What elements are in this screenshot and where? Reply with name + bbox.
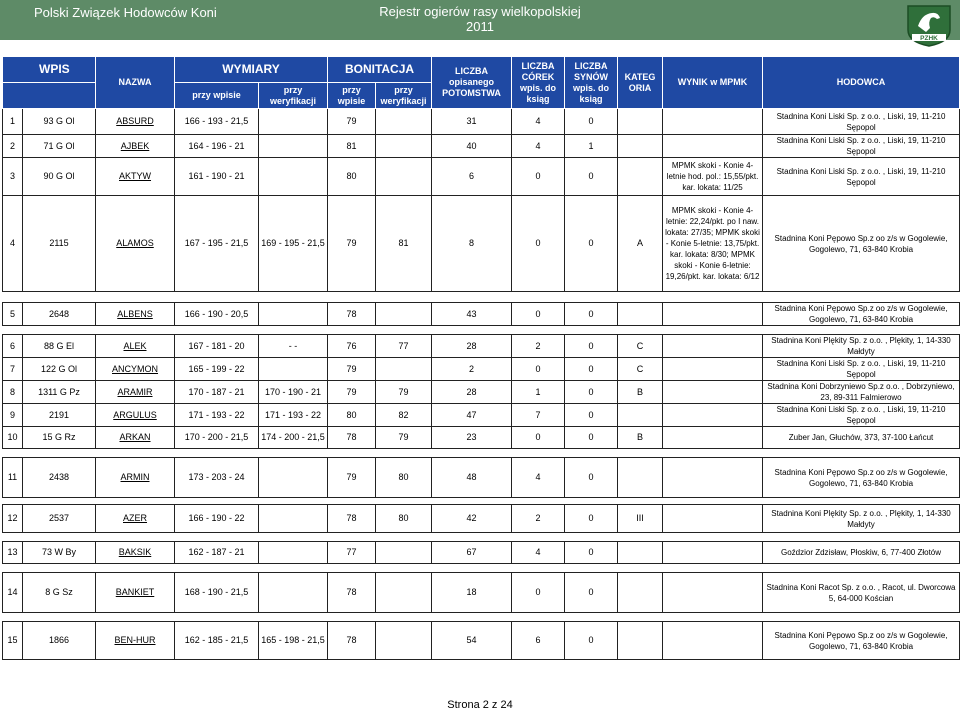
row-bon-wpis: 78 xyxy=(328,303,376,326)
row-spacer-cell xyxy=(3,449,960,458)
row-name: BANKIET xyxy=(96,573,175,613)
row-kategoria xyxy=(618,542,663,564)
row-number: 10 xyxy=(3,427,23,449)
row-wymiary-wer xyxy=(259,109,328,135)
row-synow: 0 xyxy=(565,622,618,660)
col-bon-wpis-header: przy wpisie xyxy=(328,83,376,109)
col-wymiary-wer-header: przy weryfikacji xyxy=(259,83,328,109)
row-wynik xyxy=(663,358,763,381)
row-number: 14 xyxy=(3,573,23,613)
row-number: 11 xyxy=(3,458,23,498)
row-spacer xyxy=(3,564,960,573)
row-bon-wer xyxy=(376,622,432,660)
row-wpis: 90 G Ol xyxy=(23,158,96,196)
row-bon-wpis: 79 xyxy=(328,109,376,135)
row-corek: 4 xyxy=(512,135,565,158)
row-hodowca: Stadnina Koni Pępowo Sp.z oo z/s w Gogolewie, Gogolewo, 71, 63-840 Krobia xyxy=(763,458,960,498)
row-bon-wpis: 77 xyxy=(328,542,376,564)
row-corek: 2 xyxy=(512,505,565,533)
row-wynik xyxy=(663,404,763,427)
row-potomstwo: 23 xyxy=(432,427,512,449)
stallion-register-table xyxy=(2,56,960,660)
col-kategoria-header: KATEG ORIA xyxy=(618,57,663,109)
row-bon-wpis: 79 xyxy=(328,458,376,498)
row-bon-wpis: 79 xyxy=(328,381,376,404)
table-row xyxy=(3,109,960,135)
row-number: 5 xyxy=(3,303,23,326)
row-kategoria xyxy=(618,622,663,660)
row-spacer-cell xyxy=(3,613,960,622)
row-kategoria xyxy=(618,458,663,498)
row-synow: 0 xyxy=(565,358,618,381)
row-name: BAKSIK xyxy=(96,542,175,564)
row-wymiary-wer xyxy=(259,505,328,533)
row-corek: 7 xyxy=(512,404,565,427)
row-wpis: 1866 xyxy=(23,622,96,660)
table-row xyxy=(3,427,960,449)
row-wpis: 2537 xyxy=(23,505,96,533)
row-kategoria xyxy=(618,404,663,427)
row-bon-wpis: 78 xyxy=(328,427,376,449)
row-synow: 0 xyxy=(565,196,618,292)
row-hodowca: Stadnina Koni Racot Sp. z o.o. , Racot, ul. Dworcowa 5, 64-000 Kościan xyxy=(763,573,960,613)
row-potomstwo: 43 xyxy=(432,303,512,326)
pzhk-logo-icon xyxy=(904,4,954,48)
row-potomstwo: 6 xyxy=(432,158,512,196)
row-wymiary-wpis: 166 - 190 - 20,5 xyxy=(175,303,259,326)
row-corek: 0 xyxy=(512,573,565,613)
col-liczba-potomstwa-header: LICZBA opisanego POTOMSTWA xyxy=(432,57,512,109)
row-wynik xyxy=(663,303,763,326)
row-spacer-cell xyxy=(3,292,960,303)
row-corek: 4 xyxy=(512,458,565,498)
row-wpis: 71 G Ol xyxy=(23,135,96,158)
table-row xyxy=(3,335,960,358)
row-spacer-cell xyxy=(3,533,960,542)
svg-text:PZHK: PZHK xyxy=(920,35,938,42)
row-potomstwo: 28 xyxy=(432,335,512,358)
row-corek: 0 xyxy=(512,427,565,449)
row-bon-wpis: 79 xyxy=(328,358,376,381)
table-row xyxy=(3,135,960,158)
row-wymiary-wer: - - xyxy=(259,335,328,358)
table-row xyxy=(3,196,960,292)
row-wymiary-wer xyxy=(259,458,328,498)
row-potomstwo: 2 xyxy=(432,358,512,381)
row-wymiary-wer: 169 - 195 - 21,5 xyxy=(259,196,328,292)
row-wpis: 88 G El xyxy=(23,335,96,358)
row-hodowca: Stadnina Koni Liski Sp. z o.o. , Liski, 19, 11-210 Sępopol xyxy=(763,158,960,196)
row-wpis: 2648 xyxy=(23,303,96,326)
table-row xyxy=(3,622,960,660)
row-wymiary-wpis: 166 - 193 - 21,5 xyxy=(175,109,259,135)
organization-name: Polski Związek Hodowców Koni xyxy=(34,5,217,20)
table-row xyxy=(3,404,960,427)
row-synow: 1 xyxy=(565,135,618,158)
row-bon-wer: 81 xyxy=(376,196,432,292)
row-bon-wpis: 81 xyxy=(328,135,376,158)
row-name: ARAMIR xyxy=(96,381,175,404)
row-wynik xyxy=(663,573,763,613)
row-name: ANCYMON xyxy=(96,358,175,381)
row-wymiary-wer xyxy=(259,573,328,613)
row-hodowca: Stadnina Koni Liski Sp. z o.o. , Liski, 19, 11-210 Sępopol xyxy=(763,109,960,135)
table-row xyxy=(3,158,960,196)
row-synow: 0 xyxy=(565,404,618,427)
row-synow: 0 xyxy=(565,381,618,404)
col-hodowca-header: HODOWCA xyxy=(763,57,960,109)
row-wpis: 8 G Sz xyxy=(23,573,96,613)
row-wynik xyxy=(663,427,763,449)
row-wymiary-wpis: 166 - 190 - 22 xyxy=(175,505,259,533)
row-wymiary-wpis: 168 - 190 - 21,5 xyxy=(175,573,259,613)
row-corek: 0 xyxy=(512,303,565,326)
row-bon-wer: 77 xyxy=(376,335,432,358)
row-number: 13 xyxy=(3,542,23,564)
row-name: ARMIN xyxy=(96,458,175,498)
row-bon-wpis: 76 xyxy=(328,335,376,358)
row-bon-wer: 82 xyxy=(376,404,432,427)
row-spacer-cell xyxy=(3,326,960,335)
row-wymiary-wpis: 162 - 185 - 21,5 xyxy=(175,622,259,660)
table-row xyxy=(3,303,960,326)
row-hodowca: Stadnina Koni Liski Sp. z o.o. , Liski, 19, 11-210 Sępopol xyxy=(763,358,960,381)
row-wymiary-wer: 174 - 200 - 21,5 xyxy=(259,427,328,449)
row-bon-wpis: 78 xyxy=(328,622,376,660)
page-number: Strona 2 z 24 xyxy=(447,699,513,711)
col-bonitacja-header: BONITACJA xyxy=(328,57,432,83)
row-kategoria xyxy=(618,303,663,326)
col-bon-wer-header: przy weryfikacji xyxy=(376,83,432,109)
row-hodowca: Stadnina Koni Dobrzyniewo Sp.z o.o. , Dobrzyniewo, 23, 89-311 Falmierowo xyxy=(763,381,960,404)
row-name: AZER xyxy=(96,505,175,533)
row-kategoria: B xyxy=(618,381,663,404)
row-kategoria: C xyxy=(618,335,663,358)
row-corek: 0 xyxy=(512,358,565,381)
row-wymiary-wer xyxy=(259,303,328,326)
col-wpis-header: WPIS xyxy=(3,57,96,83)
row-corek: 0 xyxy=(512,158,565,196)
row-wymiary-wpis: 173 - 203 - 24 xyxy=(175,458,259,498)
row-bon-wer xyxy=(376,135,432,158)
row-synow: 0 xyxy=(565,505,618,533)
row-wynik xyxy=(663,622,763,660)
row-spacer xyxy=(3,326,960,335)
row-number: 4 xyxy=(3,196,23,292)
row-wymiary-wpis: 161 - 190 - 21 xyxy=(175,158,259,196)
row-spacer xyxy=(3,292,960,303)
row-wpis: 15 G Rz xyxy=(23,427,96,449)
row-kategoria: A xyxy=(618,196,663,292)
row-corek: 4 xyxy=(512,542,565,564)
row-corek: 2 xyxy=(512,335,565,358)
row-corek: 1 xyxy=(512,381,565,404)
col-liczba-corek-header: LICZBA CÓREK wpis. do ksiąg xyxy=(512,57,565,109)
col-wymiary-wpis-header: przy wpisie xyxy=(175,83,259,109)
row-wynik: MPMK skoki - Konie 4-letnie hod. pol.: 15,55/pkt. kar. lokata: 11/25 xyxy=(663,158,763,196)
row-wymiary-wer: 165 - 198 - 21,5 xyxy=(259,622,328,660)
row-bon-wpis: 79 xyxy=(328,196,376,292)
row-potomstwo: 40 xyxy=(432,135,512,158)
row-synow: 0 xyxy=(565,458,618,498)
row-number: 15 xyxy=(3,622,23,660)
row-name: BEN-HUR xyxy=(96,622,175,660)
row-wynik: MPMK skoki - Konie 4-letnie: 22,24/pkt. po I naw. lokata: 27/35; MPMK skoki - Konie 5-letnie: 13,75/pkt. kar. lokata: 8/30; MPMK skoki - Konie 6-letnie: 19,26/pkt. kar. lokata: 6/12 xyxy=(663,196,763,292)
row-wymiary-wpis: 167 - 195 - 21,5 xyxy=(175,196,259,292)
row-number: 7 xyxy=(3,358,23,381)
row-hodowca: Stadnina Koni Liski Sp. z o.o. , Liski, 19, 11-210 Sępopol xyxy=(763,135,960,158)
row-wymiary-wer: 170 - 190 - 21 xyxy=(259,381,328,404)
row-number: 6 xyxy=(3,335,23,358)
row-bon-wer xyxy=(376,358,432,381)
row-wymiary-wer xyxy=(259,542,328,564)
row-corek: 6 xyxy=(512,622,565,660)
row-spacer xyxy=(3,533,960,542)
row-hodowca: Stadnina Koni Plękity Sp. z o.o. , Plękity, 1, 14-330 Małdyty xyxy=(763,505,960,533)
row-kategoria: III xyxy=(618,505,663,533)
row-wymiary-wpis: 170 - 187 - 21 xyxy=(175,381,259,404)
row-number: 3 xyxy=(3,158,23,196)
row-synow: 0 xyxy=(565,303,618,326)
row-spacer-cell xyxy=(3,564,960,573)
row-wpis: 1311 G Pz xyxy=(23,381,96,404)
row-spacer xyxy=(3,449,960,458)
row-wymiary-wpis: 165 - 199 - 22 xyxy=(175,358,259,381)
row-synow: 0 xyxy=(565,573,618,613)
row-wynik xyxy=(663,335,763,358)
col-wynik-header: WYNIK w MPMK xyxy=(663,57,763,109)
table-header xyxy=(3,57,960,109)
row-potomstwo: 42 xyxy=(432,505,512,533)
col-wpis-subheader xyxy=(3,83,96,109)
row-wymiary-wpis: 170 - 200 - 21,5 xyxy=(175,427,259,449)
row-wpis: 93 G Ol xyxy=(23,109,96,135)
row-synow: 0 xyxy=(565,158,618,196)
table-row xyxy=(3,381,960,404)
row-wynik xyxy=(663,109,763,135)
row-corek: 0 xyxy=(512,196,565,292)
row-wymiary-wpis: 164 - 196 - 21 xyxy=(175,135,259,158)
row-synow: 0 xyxy=(565,542,618,564)
row-bon-wer xyxy=(376,158,432,196)
row-potomstwo: 54 xyxy=(432,622,512,660)
row-wynik xyxy=(663,381,763,404)
row-number: 12 xyxy=(3,505,23,533)
table-row xyxy=(3,505,960,533)
row-bon-wpis: 78 xyxy=(328,573,376,613)
col-nazwa-header: NAZWA xyxy=(96,57,175,109)
table-body xyxy=(3,109,960,660)
row-wpis: 73 W By xyxy=(23,542,96,564)
row-wynik xyxy=(663,542,763,564)
row-spacer xyxy=(3,498,960,505)
row-hodowca: Stadnina Koni Pępowo Sp.z oo z/s w Gogolewie, Gogolewo, 71, 63-840 Krobia xyxy=(763,303,960,326)
row-potomstwo: 67 xyxy=(432,542,512,564)
row-bon-wer xyxy=(376,573,432,613)
row-number: 1 xyxy=(3,109,23,135)
row-name: ALAMOS xyxy=(96,196,175,292)
title-line-1: Rejestr ogierów rasy wielkopolskiej xyxy=(379,4,581,19)
row-potomstwo: 48 xyxy=(432,458,512,498)
table-row xyxy=(3,573,960,613)
document-title xyxy=(0,4,960,34)
row-synow: 0 xyxy=(565,109,618,135)
row-hodowca: Stadnina Koni Pępowo Sp.z oo z/s w Gogolewie, Gogolewo, 71, 63-840 Krobia xyxy=(763,196,960,292)
row-spacer xyxy=(3,613,960,622)
row-wymiary-wpis: 162 - 187 - 21 xyxy=(175,542,259,564)
row-wymiary-wer xyxy=(259,358,328,381)
row-wpis: 2438 xyxy=(23,458,96,498)
row-hodowca: Stadnina Koni Liski Sp. z o.o. , Liski, 19, 11-210 Sępopol xyxy=(763,404,960,427)
row-corek: 4 xyxy=(512,109,565,135)
row-name: ARGULUS xyxy=(96,404,175,427)
row-hodowca: Stadnina Koni Pępowo Sp.z oo z/s w Gogolewie, Gogolewo, 71, 63-840 Krobia xyxy=(763,622,960,660)
row-potomstwo: 28 xyxy=(432,381,512,404)
row-wpis: 122 G Ol xyxy=(23,358,96,381)
row-potomstwo: 31 xyxy=(432,109,512,135)
row-kategoria: B xyxy=(618,427,663,449)
row-wymiary-wer xyxy=(259,158,328,196)
row-wymiary-wer xyxy=(259,135,328,158)
row-wynik xyxy=(663,505,763,533)
row-name: ARKAN xyxy=(96,427,175,449)
row-bon-wpis: 80 xyxy=(328,158,376,196)
row-name: ABSURD xyxy=(96,109,175,135)
row-name: ALEK xyxy=(96,335,175,358)
row-spacer-cell xyxy=(3,498,960,505)
row-bon-wer: 79 xyxy=(376,427,432,449)
row-potomstwo: 18 xyxy=(432,573,512,613)
row-bon-wer xyxy=(376,109,432,135)
row-potomstwo: 8 xyxy=(432,196,512,292)
row-number: 8 xyxy=(3,381,23,404)
row-kategoria xyxy=(618,573,663,613)
row-wymiary-wer: 171 - 193 - 22 xyxy=(259,404,328,427)
row-name: ALBENS xyxy=(96,303,175,326)
row-name: AKTYW xyxy=(96,158,175,196)
row-wpis: 2191 xyxy=(23,404,96,427)
row-wynik xyxy=(663,135,763,158)
row-wpis: 2115 xyxy=(23,196,96,292)
row-bon-wer: 80 xyxy=(376,505,432,533)
row-hodowca: Stadnina Koni Plękity Sp. z o.o. , Plękity, 1, 14-330 Małdyty xyxy=(763,335,960,358)
row-bon-wer: 79 xyxy=(376,381,432,404)
row-bon-wpis: 80 xyxy=(328,404,376,427)
row-bon-wer: 80 xyxy=(376,458,432,498)
row-synow: 0 xyxy=(565,335,618,358)
row-bon-wer xyxy=(376,542,432,564)
row-hodowca: Zuber Jan, Głuchów, 373, 37-100 Łańcut xyxy=(763,427,960,449)
row-wymiary-wpis: 167 - 181 - 20 xyxy=(175,335,259,358)
table-row xyxy=(3,458,960,498)
table-row xyxy=(3,542,960,564)
page-banner xyxy=(0,0,960,40)
row-hodowca: Goździor Zdzisław, Płoskiw, 6, 77-400 Złotów xyxy=(763,542,960,564)
row-number: 9 xyxy=(3,404,23,427)
row-name: AJBEK xyxy=(96,135,175,158)
row-synow: 0 xyxy=(565,427,618,449)
row-kategoria: C xyxy=(618,358,663,381)
row-kategoria xyxy=(618,109,663,135)
row-bon-wpis: 78 xyxy=(328,505,376,533)
col-wymiary-header: WYMIARY xyxy=(175,57,328,83)
row-bon-wer xyxy=(376,303,432,326)
row-potomstwo: 47 xyxy=(432,404,512,427)
row-number: 2 xyxy=(3,135,23,158)
col-liczba-synow-header: LICZBA SYNÓW wpis. do ksiąg xyxy=(565,57,618,109)
row-kategoria xyxy=(618,158,663,196)
title-line-2: 2011 xyxy=(466,19,494,34)
row-kategoria xyxy=(618,135,663,158)
row-wymiary-wpis: 171 - 193 - 22 xyxy=(175,404,259,427)
row-wynik xyxy=(663,458,763,498)
table-row xyxy=(3,358,960,381)
